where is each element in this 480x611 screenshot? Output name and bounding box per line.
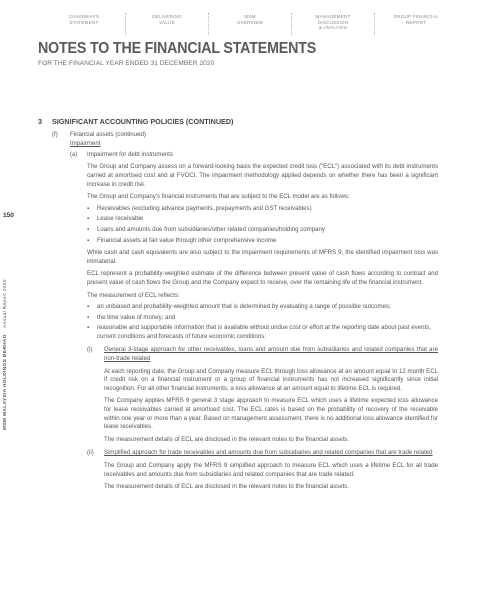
- nav-label-line2: OVERVIEW: [236, 19, 264, 25]
- approach-i-number: (i): [87, 346, 93, 354]
- approach-i-heading: [87, 346, 438, 363]
- subsection-title: Financial assets (continued): [70, 130, 146, 138]
- section-number: 3: [38, 117, 42, 126]
- nav-divider: [125, 13, 126, 35]
- notes-content: [38, 118, 438, 492]
- nav-group-financial-report[interactable]: [386, 14, 446, 25]
- side-company-name: MSM MALAYSIA HOLDINGS BERHAD: [3, 334, 8, 430]
- bullet-icon: ▪: [87, 204, 90, 212]
- page-subtitle: FOR THE FINANCIAL YEAR ENDED 31 DECEMBER 2020: [38, 60, 215, 67]
- nav-label-line1: CHAIRMAN'S: [68, 14, 100, 19]
- page-title: NOTES TO THE FINANCIAL STATEMENTS: [38, 40, 317, 57]
- nav-label-line1: DELIVERING: [152, 14, 182, 19]
- paragraph: The Company applies MFRS 9 general 3 stage approach to measure ECL which uses a lifetime expected loss allowance for lease receivables carried at amortised cost. The ECL rates is based on the probability of recovery of the receivable within one year or more than a year. Based on management assessment, there is no additional loss allowance identified for lease receivables.: [104, 397, 438, 431]
- nav-management-discussion[interactable]: [303, 14, 363, 31]
- nav-chairmans-statement[interactable]: [54, 14, 114, 25]
- paragraph: ECL represent a probability-weighted estimate of the difference between present value of cash flows according to contract and present value of cash flows the Group and the Company expect to receive, over the remaining life of the financial instrument.: [87, 270, 438, 286]
- approach-ii-title: Simplified approach for trade receivables and amounts due from subsidiaries and related companies that are trade related: [104, 449, 433, 457]
- section-heading: [38, 118, 438, 127]
- item-a-heading: [70, 151, 438, 160]
- page-number: 150: [3, 212, 14, 219]
- bullet-icon: ▪: [87, 324, 90, 332]
- nav-label-line2: REPORT: [405, 19, 427, 25]
- paragraph: The Group and Company assess on a forward-looking basis the expected credit loss ("ECL") associated with its debt instruments carried at amortised cost and at FVOCI. The impairment methodology applied depends on whether there has been a significant increase in credit risk.: [87, 163, 438, 188]
- bullet-icon: ▪: [87, 236, 90, 244]
- nav-delivering-value[interactable]: [137, 14, 197, 25]
- paragraph: The measurement details of ECL are disclosed in the relevant notes to the financial assets.: [104, 435, 350, 443]
- nav-label-line2: VALUE: [159, 19, 175, 25]
- bullet-icon: ▪: [87, 313, 90, 321]
- paragraph: The Group and Company apply the MFRS 9 simplified approach to measure ECL which uses a lifetime ECL for all trade receivables and amounts due from subsidiaries and related companies that are trade related.: [104, 462, 438, 478]
- section-title: SIGNIFICANT ACCOUNTING POLICIES (CONTINUED): [52, 117, 234, 126]
- top-navigation: [54, 14, 446, 38]
- side-report-title: Annual Report 2020: [3, 279, 8, 329]
- paragraph: The measurement details of ECL are disclosed in the relevant notes to the financial assets.: [104, 483, 350, 491]
- item-a-title: Impairment for debt instruments: [87, 150, 174, 158]
- paragraph: The measurement of ECL reflects:: [87, 291, 180, 299]
- ecl-instruments-list: [87, 205, 438, 245]
- approach-ii-heading: [87, 449, 438, 458]
- nav-divider: [374, 13, 375, 35]
- impairment-label: Impairment: [70, 140, 101, 148]
- item-a-number: (a): [70, 150, 78, 158]
- nav-divider: [208, 13, 209, 35]
- approach-i-title: General 3-stage approach for other receivables, loans and amount due from subsidiaries and related companies that are non-trade related: [104, 346, 438, 363]
- bullet-icon: ▪: [87, 303, 90, 311]
- nav-msm-overview[interactable]: [220, 14, 280, 25]
- paragraph: At each reporting date, the Group and Company measure ECL through loss allowance at an amount equal to 12 month ECL if credit risk on a financial instrument or a group of financial instruments has not increased significantly since initial recognition. For all other financial instruments, a loss allowance at an amount equal to lifetime ECL is required.: [104, 367, 438, 392]
- bullet-icon: ▪: [87, 215, 90, 223]
- bullet-icon: ▪: [87, 225, 90, 233]
- paragraph: The Group and Company's financial instruments that are subject to the ECL model are as follows:: [87, 193, 350, 201]
- side-report-label: [3, 279, 8, 430]
- list-item: ▪ reasonable and supportable information that is available without undue cost or effort at the reporting date about past events, current conditions and forecasts of future economic conditions.: [87, 324, 431, 340]
- list-item: ▪ Receivables (excluding advance payments, prepayments and GST receivables): [87, 204, 312, 212]
- paragraph: While cash and cash equivalents are also subject to the impairment requirements of MFRS 9, the identified impairment loss was immaterial.: [87, 249, 438, 265]
- ecl-measurement-list: [87, 303, 438, 341]
- subsection-number: (f): [52, 130, 58, 138]
- nav-label-line2: & ANALYSIS: [318, 25, 348, 30]
- nav-label-line1: MSM: [244, 14, 256, 19]
- list-item: ▪ the time value of money; and: [87, 313, 176, 321]
- subsection-heading: [52, 131, 438, 140]
- nav-divider: [291, 13, 292, 35]
- list-item: ▪ Loans and amounts due from subsidiaries/other related companies/holding company: [87, 225, 325, 233]
- list-item: ▪ Lease receivable: [87, 215, 144, 223]
- nav-label-line1: MANAGEMENT DISCUSSION: [315, 14, 351, 25]
- list-item: ▪ an unbiased and probability-weighted amount that is determined by evaluating a range of possible outcomes;: [87, 303, 391, 311]
- nav-label-line1: GROUP FINANCIAL: [393, 14, 439, 19]
- nav-label-line2: STATEMENT: [69, 19, 99, 25]
- approach-ii-number: (ii): [87, 449, 94, 457]
- list-item: ▪ Financial assets at fair value through other comprehensive income: [87, 236, 277, 244]
